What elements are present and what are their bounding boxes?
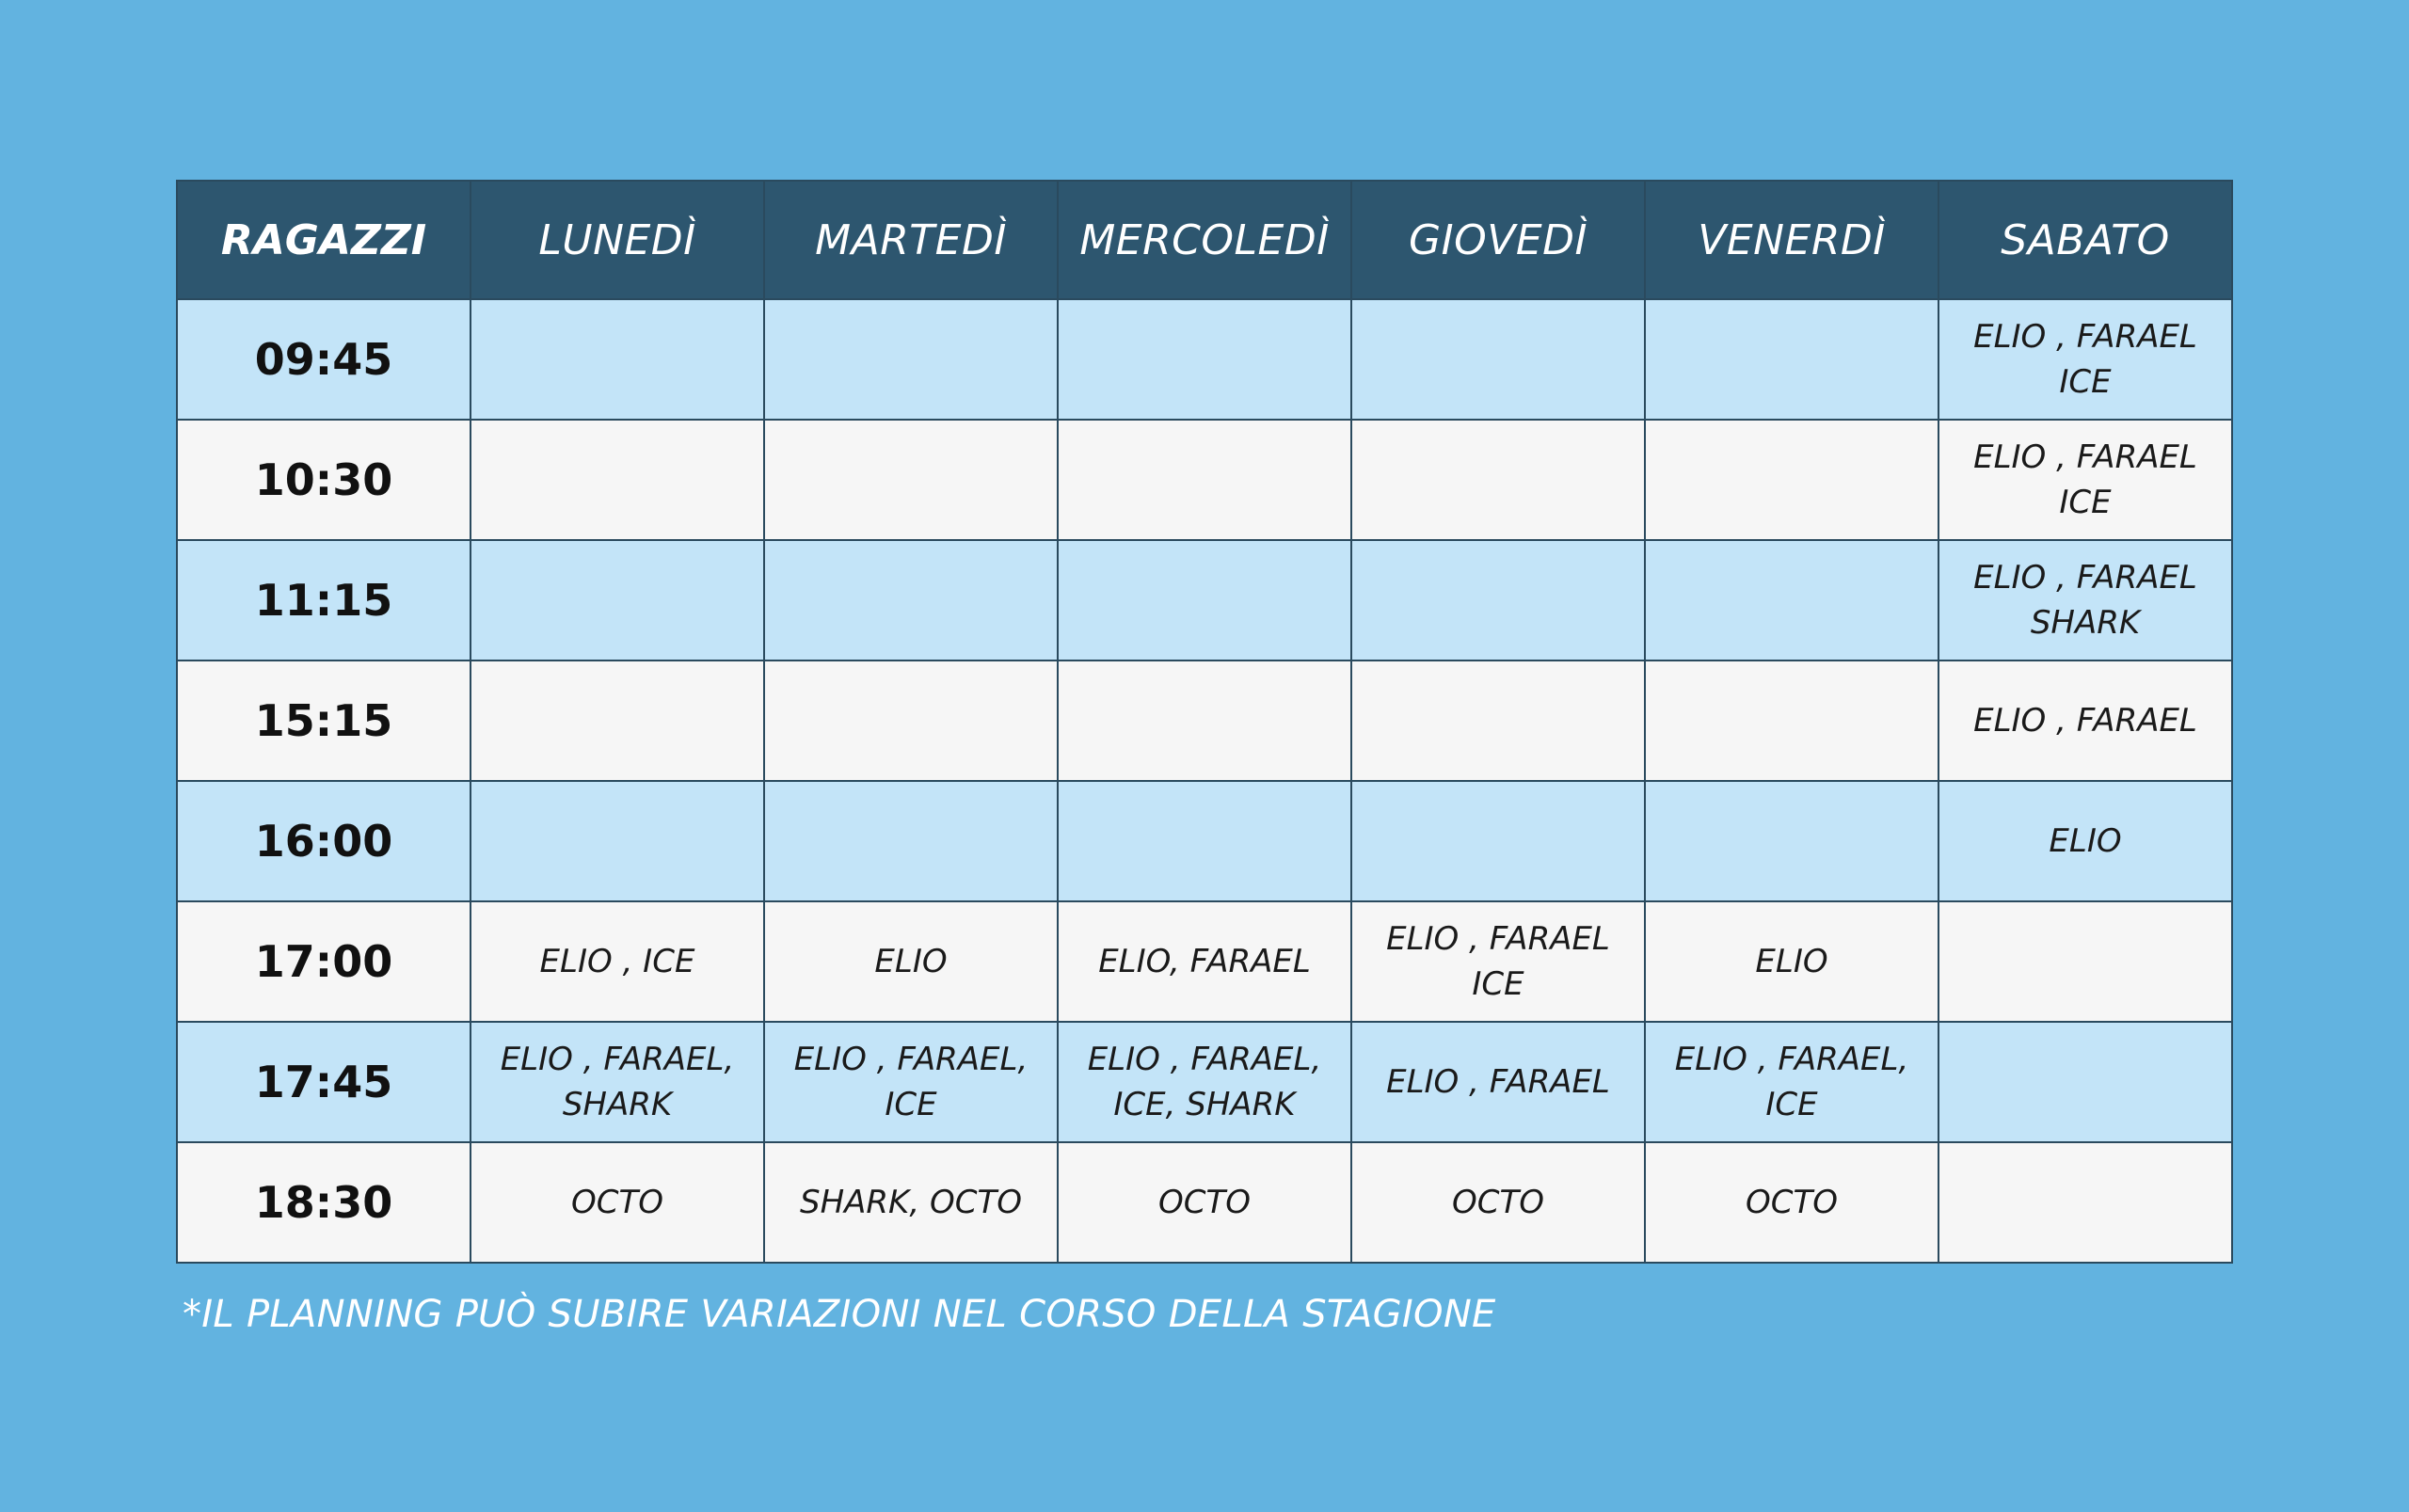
table-row (177, 540, 2232, 661)
table-row (177, 781, 2232, 901)
slot-cell-lunedi: ELIO , ICE (471, 901, 764, 1022)
table-row (177, 901, 2232, 1022)
slot-cell-mercoledi (1058, 540, 1351, 661)
slot-cell-martedi (764, 299, 1058, 420)
slot-cell-venerdi (1645, 540, 1938, 661)
slot-cell-lunedi: OCTO (471, 1142, 764, 1263)
slot-cell-sabato: ELIO (1938, 781, 2232, 901)
slot-cell-lunedi (471, 299, 764, 420)
time-cell: 18:30 (177, 1142, 471, 1263)
disclaimer-note: *IL PLANNING PUÒ SUBIRE VARIAZIONI NEL CORSO DELLA STAGIONE (183, 1293, 1496, 1336)
table-row (177, 1022, 2232, 1142)
slot-cell-mercoledi (1058, 420, 1351, 540)
slot-cell-lunedi: ELIO , FARAEL, SHARK (471, 1022, 764, 1142)
slot-cell-giovedi: ELIO , FARAEL ICE (1351, 901, 1645, 1022)
table-row (177, 1142, 2232, 1263)
header-sabato: SABATO (1938, 181, 2232, 299)
slot-cell-martedi: ELIO , FARAEL, ICE (764, 1022, 1058, 1142)
slot-cell-lunedi (471, 661, 764, 781)
slot-cell-mercoledi: OCTO (1058, 1142, 1351, 1263)
slot-cell-venerdi (1645, 299, 1938, 420)
slot-cell-lunedi (471, 781, 764, 901)
schedule-table (176, 180, 2233, 1264)
time-cell: 17:45 (177, 1022, 471, 1142)
slot-cell-venerdi: OCTO (1645, 1142, 1938, 1263)
slot-cell-sabato (1938, 1142, 2232, 1263)
slot-cell-sabato (1938, 1022, 2232, 1142)
slot-cell-venerdi: ELIO , FARAEL, ICE (1645, 1022, 1938, 1142)
time-cell: 15:15 (177, 661, 471, 781)
header-lunedi: LUNEDÌ (471, 181, 764, 299)
slot-cell-martedi: SHARK, OCTO (764, 1142, 1058, 1263)
slot-cell-giovedi (1351, 781, 1645, 901)
header-ragazzi: RAGAZZI (177, 181, 471, 299)
slot-cell-lunedi (471, 420, 764, 540)
header-martedi: MARTEDÌ (764, 181, 1058, 299)
slot-cell-giovedi (1351, 661, 1645, 781)
schedule-body (177, 299, 2232, 1263)
header-row (177, 181, 2232, 299)
slot-cell-lunedi (471, 540, 764, 661)
slot-cell-venerdi: ELIO (1645, 901, 1938, 1022)
time-cell: 09:45 (177, 299, 471, 420)
slot-cell-giovedi (1351, 540, 1645, 661)
table-row (177, 420, 2232, 540)
slot-cell-martedi (764, 661, 1058, 781)
slot-cell-martedi (764, 781, 1058, 901)
slot-cell-mercoledi (1058, 299, 1351, 420)
slot-cell-sabato: ELIO , FARAEL ICE (1938, 420, 2232, 540)
slot-cell-sabato: ELIO , FARAEL SHARK (1938, 540, 2232, 661)
slot-cell-mercoledi: ELIO, FARAEL (1058, 901, 1351, 1022)
slot-cell-venerdi (1645, 661, 1938, 781)
slot-cell-venerdi (1645, 781, 1938, 901)
schedule-header (177, 181, 2232, 299)
slot-cell-sabato (1938, 901, 2232, 1022)
slot-cell-martedi (764, 420, 1058, 540)
header-giovedi: GIOVEDÌ (1351, 181, 1645, 299)
time-cell: 16:00 (177, 781, 471, 901)
slot-cell-giovedi: OCTO (1351, 1142, 1645, 1263)
slot-cell-mercoledi: ELIO , FARAEL, ICE, SHARK (1058, 1022, 1351, 1142)
slot-cell-martedi (764, 540, 1058, 661)
header-mercoledi: MERCOLEDÌ (1058, 181, 1351, 299)
slot-cell-sabato: ELIO , FARAEL (1938, 661, 2232, 781)
header-venerdi: VENERDÌ (1645, 181, 1938, 299)
time-cell: 17:00 (177, 901, 471, 1022)
slot-cell-martedi: ELIO (764, 901, 1058, 1022)
slot-cell-giovedi: ELIO , FARAEL (1351, 1022, 1645, 1142)
time-cell: 10:30 (177, 420, 471, 540)
time-cell: 11:15 (177, 540, 471, 661)
slot-cell-giovedi (1351, 420, 1645, 540)
table-row (177, 299, 2232, 420)
slot-cell-sabato: ELIO , FARAEL ICE (1938, 299, 2232, 420)
slot-cell-mercoledi (1058, 781, 1351, 901)
slot-cell-venerdi (1645, 420, 1938, 540)
slot-cell-giovedi (1351, 299, 1645, 420)
slot-cell-mercoledi (1058, 661, 1351, 781)
table-row (177, 661, 2232, 781)
